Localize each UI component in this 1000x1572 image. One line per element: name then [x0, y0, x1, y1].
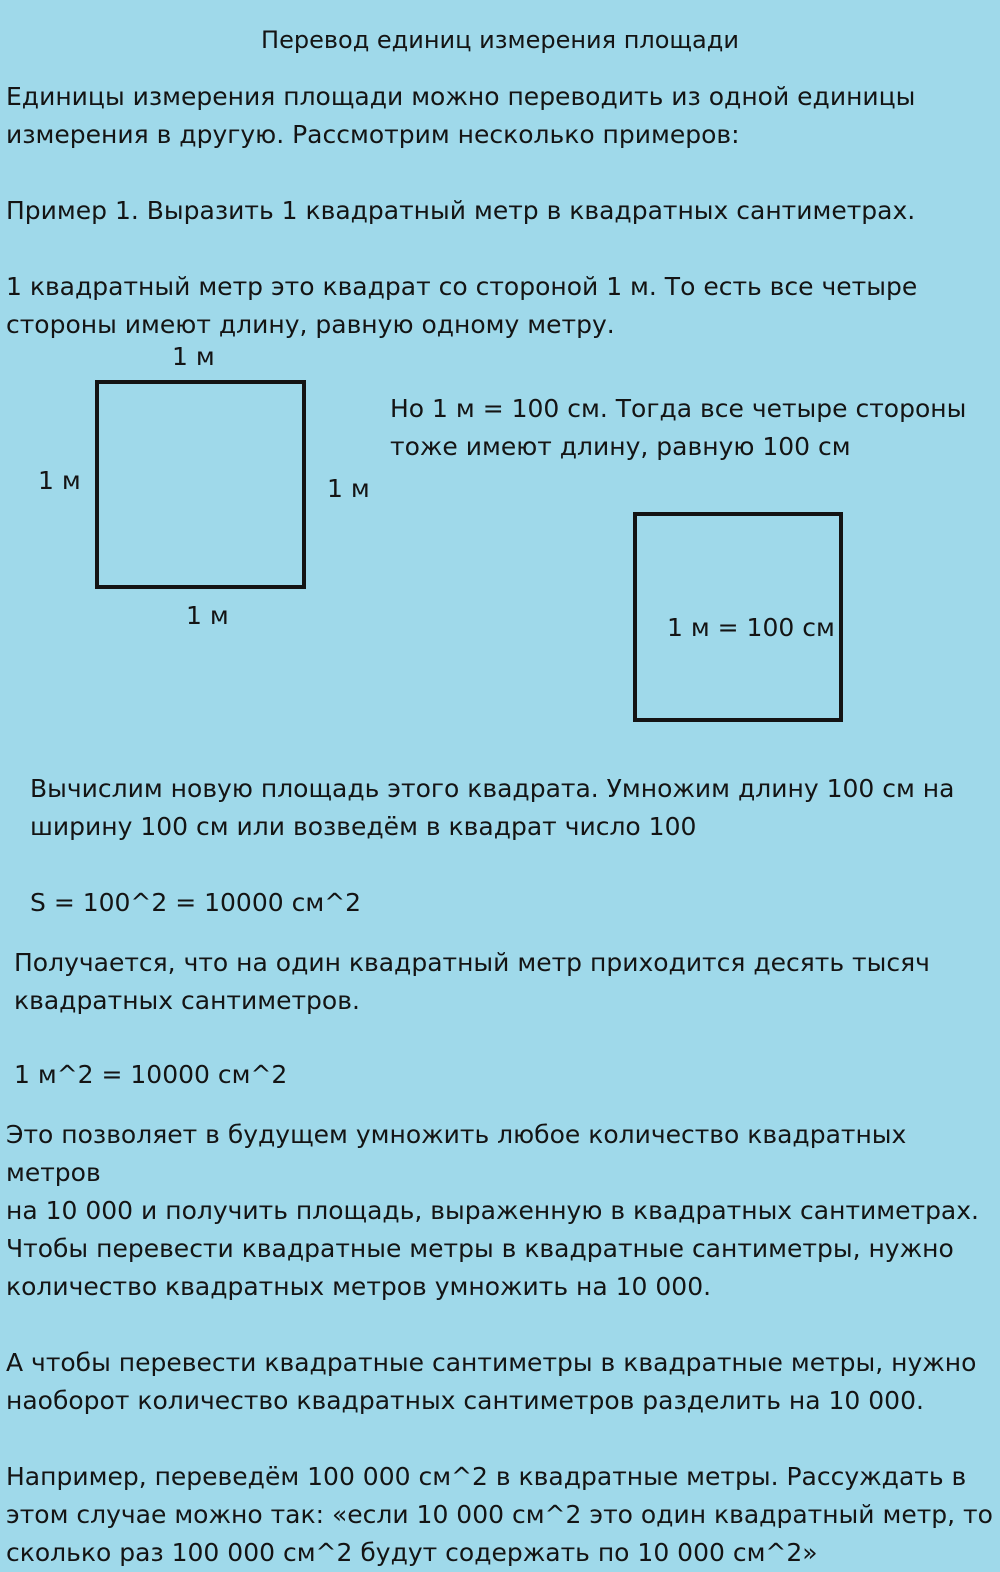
square-2-inside-label: 1 м = 100 см: [667, 613, 835, 642]
result-formula: 1 м^2 = 10000 см^2: [14, 1060, 288, 1085]
square-1-bottom-label: 1 м: [186, 601, 229, 630]
square-1-right-label: 1 м: [327, 474, 370, 503]
square-1-shape: [95, 380, 306, 589]
intro-paragraph: Единицы измерения площади можно переводить из одной единицы измерения в другую. Рассмотрим несколько примеров:: [6, 82, 916, 149]
allows-paragraph: Это позволяет в будущем умножить любое количество квадратных метров на 10 000 и получить площадь, выраженную в квадратных сантиметрах.: [6, 1120, 979, 1225]
example-paragraph: Например, переведём 100 000 см^2 в квадратные метры. Рассуждать в этом случае можно так: «если 10 000 см^2 это один квадратный метр, то сколько раз 100 000 см^2 будут содержать по 10 000 см^2»: [6, 1462, 993, 1567]
page-title: Перевод единиц измерения площади: [261, 26, 739, 54]
result-paragraph: Получается, что на один квадратный метр приходится десять тысяч квадратных сантиметров.: [14, 948, 930, 1015]
square-1-left-label: 1 м: [38, 466, 81, 495]
square-description: 1 квадратный метр это квадрат со стороной 1 м. То есть все четыре стороны имеют длину, равную одному метру.: [6, 272, 918, 339]
compute-paragraph: Вычислим новую площадь этого квадрата. Умножим длину 100 см на ширину 100 см или возведём в квадрат число 100: [30, 774, 955, 841]
conversion-note: Но 1 м = 100 см. Тогда все четыре стороны тоже имеют длину, равную 100 см: [390, 394, 967, 461]
area-formula: S = 100^2 = 10000 см^2: [30, 888, 362, 917]
rule-cm-to-m: А чтобы перевести квадратные сантиметры в квадратные метры, нужно наоборот количество квадратных сантиметров разделить на 10 000.: [6, 1348, 977, 1415]
rule-m-to-cm: Чтобы перевести квадратные метры в квадратные сантиметры, нужно количество квадратных метров умножить на 10 000.: [6, 1234, 954, 1301]
square-1-top-label: 1 м: [172, 342, 215, 371]
example-1-heading: Пример 1. Выразить 1 квадратный метр в квадратных сантиметрах.: [6, 196, 916, 225]
